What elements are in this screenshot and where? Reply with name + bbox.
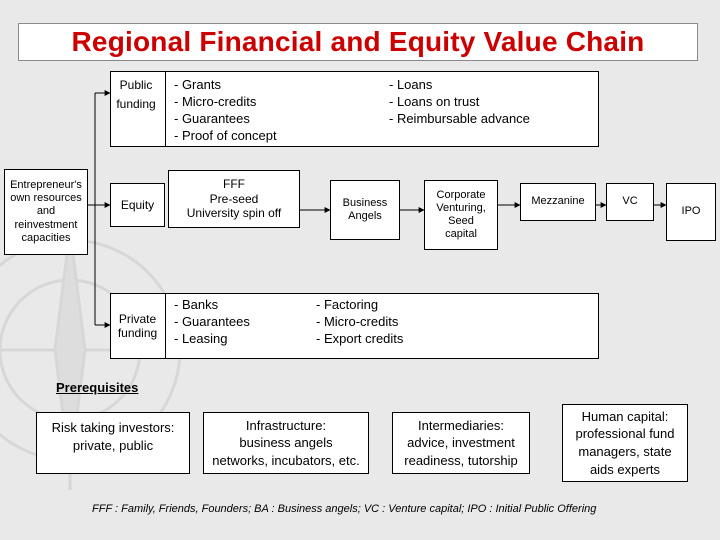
- public-instruments-left: - Grants - Micro-credits - Guarantees - Proof of concept: [174, 77, 277, 143]
- stage-corporate-venturing-box: [424, 180, 498, 250]
- stage-business-angels-box: [330, 180, 400, 240]
- equity-label-box: [110, 183, 165, 227]
- entrepreneur-resources-text: Entrepreneur's own resources and reinvestment capacities: [10, 179, 82, 244]
- stage-ipo-box: [666, 183, 716, 241]
- equity-label: Equity: [120, 197, 155, 212]
- public-label-line1: Public: [119, 78, 153, 92]
- private-instruments-left: - Banks - Guarantees - Leasing: [174, 297, 250, 346]
- private-instruments-right: - Factoring - Micro-credits - Export credits: [316, 297, 404, 346]
- stage-fff-text: FFF Pre-seed University spin off: [186, 177, 282, 221]
- prereq-infrastructure: Infrastructure: business angels networks, incubators, etc.: [203, 412, 369, 474]
- page-title: Regional Financial and Equity Value Chain: [71, 26, 645, 57]
- abbreviation-footnote: FFF : Family, Friends, Founders; BA : Business angels; VC : Venture capital; IPO : Initial Public Offering: [92, 503, 597, 515]
- stage-mezzanine-text: Mezzanine: [531, 195, 585, 208]
- prereq-intermediaries: Intermediaries: advice, investment readiness, tutorship: [392, 412, 530, 474]
- prereq-human-capital: Human capital: professional fund managers, state aids experts: [562, 404, 688, 482]
- stage-mezzanine-box: [520, 183, 596, 221]
- stage-fff-box: [168, 170, 300, 228]
- entrepreneur-resources-box: [4, 169, 88, 255]
- stage-corporate-venturing-text: Corporate Venturing, Seed capital: [436, 188, 486, 241]
- stage-vc-text: VC: [622, 195, 638, 208]
- stage-business-angels-text: Business Angels: [342, 196, 388, 222]
- private-funding-label: Private funding: [117, 312, 158, 341]
- private-divider: [165, 293, 166, 359]
- title-banner: [18, 23, 698, 61]
- stage-ipo-text: IPO: [681, 205, 701, 218]
- prerequisites-heading: Prerequisites: [56, 380, 139, 395]
- prereq-risk-investors: Risk taking investors: private, public: [36, 412, 190, 474]
- stage-vc-box: [606, 183, 654, 221]
- public-divider: [165, 71, 166, 147]
- public-label-line2: funding: [116, 97, 156, 111]
- public-instruments-right: - Loans - Loans on trust - Reimbursable advance: [389, 77, 530, 126]
- public-funding-label: [110, 76, 162, 114]
